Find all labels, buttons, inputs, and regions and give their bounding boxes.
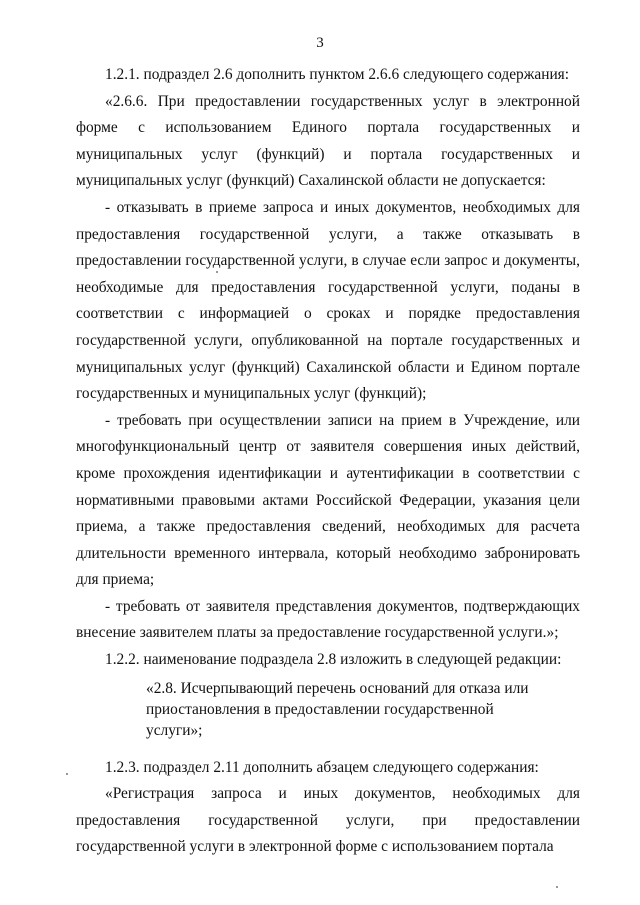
paragraph-appointment-requirements: - требовать при осуществлении записи на прием в Учреждение, или многофункциональный центр от заявителя совершения иных действий, кроме прохождения идентификации и аутентификации в соответствии с нормативными правовыми актами Российской Федерации, указания цели приема, а также предоставления сведений, необходимых для расчета длительности временного интервала, который необходимо забронировать для приема;: [76, 411, 580, 589]
paragraph-1-2-3: 1.2.3. подраздел 2.11 дополнить абзацем следующего содержания:: [105, 758, 539, 776]
paragraph-refuse-acceptance: - отказывать в приеме запроса и иных документов, необходимых для предоставления государственной услуги, а также отказывать в предоставлении государственной услуги, в случае если запрос и документы, необходимые для предоставления государственной услуги, поданы в соответствии с информацией о сроках и порядке предоставления государственной услуги, опубликованной на портале государственных и муниципальных услуг (функций) Сахалинской области и Едином портале государственных и муниципальных услуг (функций);: [76, 198, 580, 403]
section-2-8-heading: [76, 678, 580, 741]
page-number: 3: [316, 35, 324, 51]
heading-line-2: приостановления в предоставлении государственной услуги»;: [146, 700, 494, 739]
paragraph-1-2-1: 1.2.1. подраздел 2.6 дополнить пунктом 2.6.6 следующего содержания:: [105, 66, 570, 83]
paragraph-2-6-6: «2.6.6. При предоставлении государственных услуг в электронной форме с использованием Единого портала государственных и муниципальных услуг (функций) и портала государственных и муниципальных услуг (функций) Сахалинской области не допускается:: [76, 92, 580, 190]
scan-speck: [216, 271, 218, 273]
paragraph-registration: «Регистрация запроса и иных документов, необходимых для предоставления государственной услуги, при предоставлении государственной услуги в электронной форме с использованием портала: [76, 785, 580, 856]
paragraph-payment-documents: - требовать от заявителя представления документов, подтверждающих внесение заявителем платы за предоставление государственной услуги.»;: [76, 597, 580, 642]
heading-line-1: «2.8. Исчерпывающий перечень оснований для отказа или: [146, 679, 529, 697]
scan-speck: [556, 886, 558, 888]
document-body: [76, 62, 580, 861]
paragraph-1-2-2: 1.2.2. наименование подраздела 2.8 изложить в следующей редакции:: [105, 651, 562, 669]
scan-speck: [66, 773, 68, 775]
